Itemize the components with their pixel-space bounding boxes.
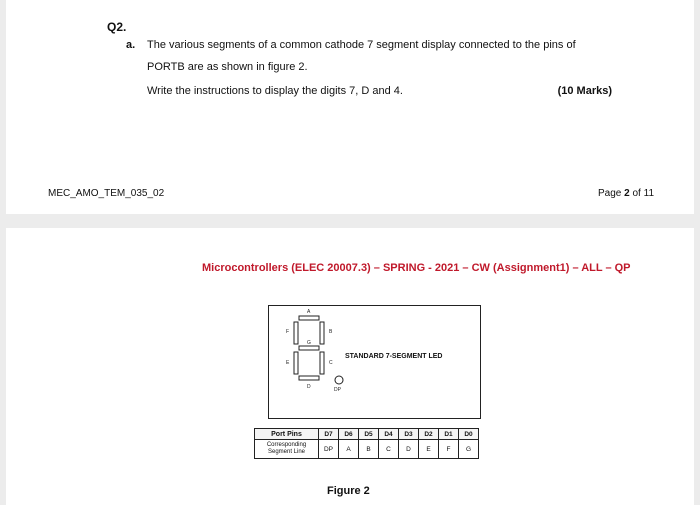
- pin-row-header: Port Pins: [255, 429, 319, 440]
- segment-cell: D: [399, 440, 419, 459]
- label-g: G: [307, 340, 311, 346]
- segment-d: [299, 376, 319, 380]
- item-label: a.: [126, 39, 136, 51]
- segment-c: [320, 352, 324, 374]
- label-b: B: [329, 329, 333, 335]
- label-c: C: [329, 360, 333, 366]
- label-dp: DP: [334, 387, 341, 393]
- label-d: D: [307, 384, 311, 390]
- label-e: E: [286, 360, 290, 366]
- segment-dp: [335, 376, 343, 384]
- pin-mapping-table: [254, 428, 479, 459]
- label-f: F: [286, 329, 290, 335]
- seven-segment-diagram: [269, 306, 480, 418]
- segment-cell: A: [339, 440, 359, 459]
- pin-cell: D4: [379, 429, 399, 440]
- segment-a: [299, 316, 319, 320]
- segment-f: [294, 322, 298, 344]
- segment-cell: E: [419, 440, 439, 459]
- segment-row: [255, 440, 479, 459]
- segment-row-header: Corresponding Segment Line: [255, 440, 319, 459]
- question-line-2: PORTB are as shown in figure 2.: [147, 61, 308, 73]
- footer-page-number: [598, 188, 654, 199]
- label-a: A: [307, 309, 311, 315]
- page-2-bottom: [6, 0, 694, 214]
- pin-row: [255, 429, 479, 440]
- course-title: Microcontrollers (ELEC 20007.3) – SPRING - 2021 – CW (Assignment1) – ALL – QP: [202, 262, 631, 274]
- seven-segment-figure: [268, 305, 481, 419]
- segment-cell: F: [439, 440, 459, 459]
- page-current: 2: [624, 188, 630, 199]
- pin-cell: D2: [419, 429, 439, 440]
- page-3-top: [6, 228, 694, 505]
- question-number: Q2.: [107, 20, 127, 34]
- pin-cell: D7: [319, 429, 339, 440]
- pin-cell: D6: [339, 429, 359, 440]
- pin-cell: D0: [459, 429, 479, 440]
- segment-cell: B: [359, 440, 379, 459]
- segment-cell: DP: [319, 440, 339, 459]
- page-suffix: of 11: [632, 188, 654, 199]
- pin-cell: D5: [359, 429, 379, 440]
- footer-document-code: MEC_AMO_TEM_035_02: [48, 188, 165, 199]
- segment-cell: C: [379, 440, 399, 459]
- segment-b: [320, 322, 324, 344]
- page-prefix: Page: [598, 188, 622, 199]
- pin-cell: D3: [399, 429, 419, 440]
- segment-g: [299, 346, 319, 350]
- segment-e: [294, 352, 298, 374]
- question-line-3: Write the instructions to display the digits 7, D and 4.: [147, 85, 403, 97]
- pin-cell: D1: [439, 429, 459, 440]
- figure-caption: Figure 2: [327, 485, 370, 497]
- question-line-1: The various segments of a common cathode 7 segment display connected to the pins of: [147, 39, 576, 51]
- marks: (10 Marks): [557, 85, 612, 97]
- led-label: STANDARD 7-SEGMENT LED: [345, 353, 443, 360]
- segment-cell: G: [459, 440, 479, 459]
